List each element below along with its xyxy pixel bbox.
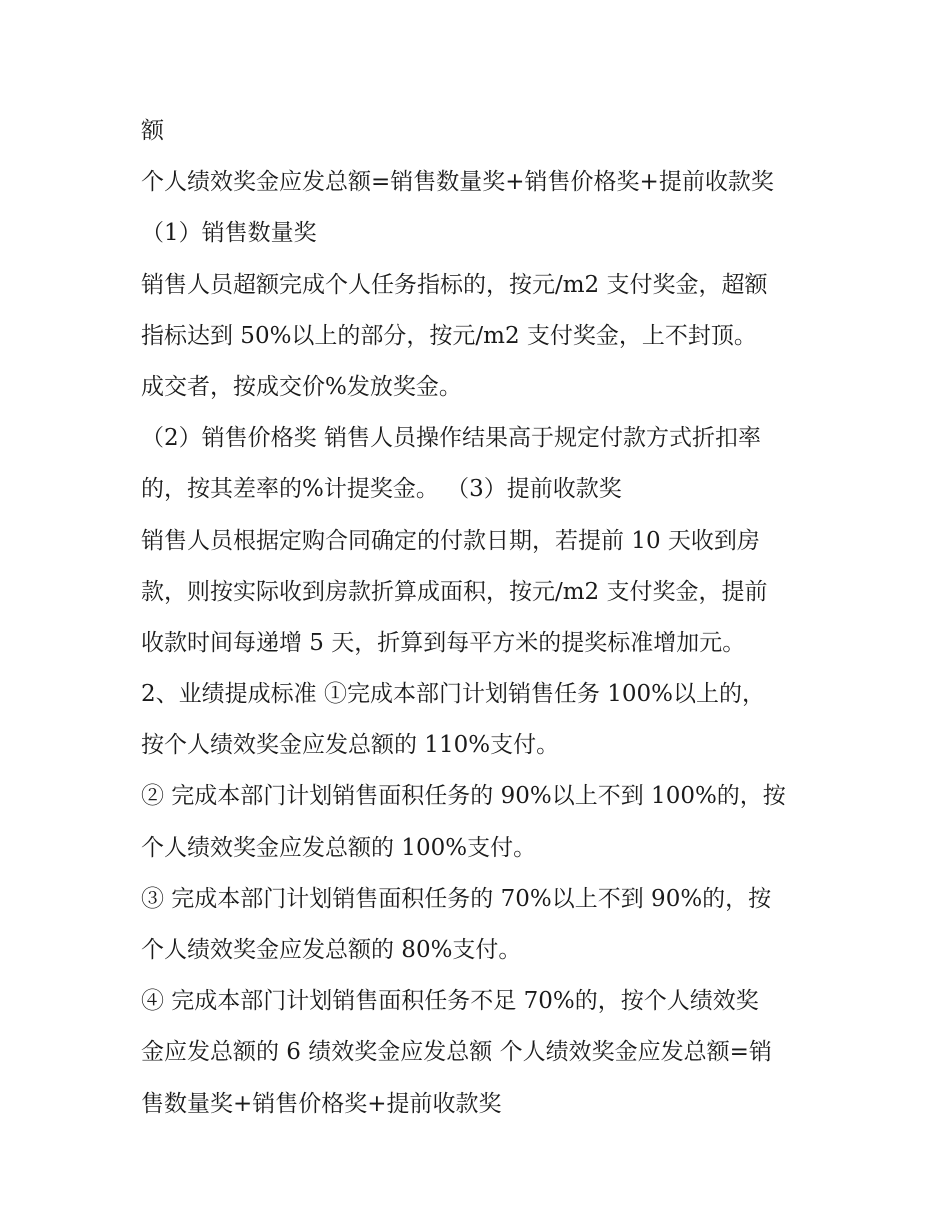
text-line: ② 完成本部门计划销售面积任务的 90%以上不到 100%的，按 <box>141 783 786 810</box>
text-line: 个人绩效奖金应发总额的 80%支付。 <box>141 937 522 963</box>
text-line: 的，按其差率的%计提奖金。 （3）提前收款奖 <box>141 476 622 503</box>
text-line: 按个人绩效奖金应发总额的 110%支付。 <box>141 732 560 759</box>
text-line: 2、业绩提成标准 ①完成本部门计划销售任务 100%以上的， <box>141 681 766 708</box>
text-line: 金应发总额的 6 绩效奖金应发总额 个人绩效奖金应发总额=销 <box>141 1039 772 1066</box>
document-body <box>141 106 821 1130</box>
text-line: 指标达到 50%以上的部分，按元/m2 支付奖金，上不封顶。 <box>141 322 757 349</box>
text-line: ③ 完成本部门计划销售面积任务的 70%以上不到 90%的，按 <box>141 885 772 912</box>
text-line: 成交者，按成交价%发放奖金。 <box>141 373 462 400</box>
text-line: 款，则按实际收到房款折算成面积，按元/m2 支付奖金，提前 <box>141 578 768 605</box>
text-line: （2）销售价格奖 销售人员操作结果高于规定付款方式折扣率 <box>141 425 761 452</box>
text-line: 销售人员根据定购合同确定的付款日期，若提前 10 天收到房 <box>141 527 760 554</box>
text-line: 个人绩效奖金应发总额=销售数量奖+销售价格奖+提前收款奖 <box>141 169 774 196</box>
text-line: 销售人员超额完成个人任务指标的，按元/m2 支付奖金，超额 <box>141 271 768 298</box>
text-line: ④ 完成本部门计划销售面积任务不足 70%的，按个人绩效奖 <box>141 988 759 1015</box>
text-line: 额 <box>141 118 164 144</box>
text-line: 个人绩效奖金应发总额的 100%支付。 <box>141 834 537 861</box>
text-line: 收款时间每递增 5 天，折算到每平方米的提奖标准增加元。 <box>141 629 746 656</box>
text-line: （1）销售数量奖 <box>141 220 317 247</box>
text-line: 售数量奖+销售价格奖+提前收款奖 <box>141 1090 502 1117</box>
